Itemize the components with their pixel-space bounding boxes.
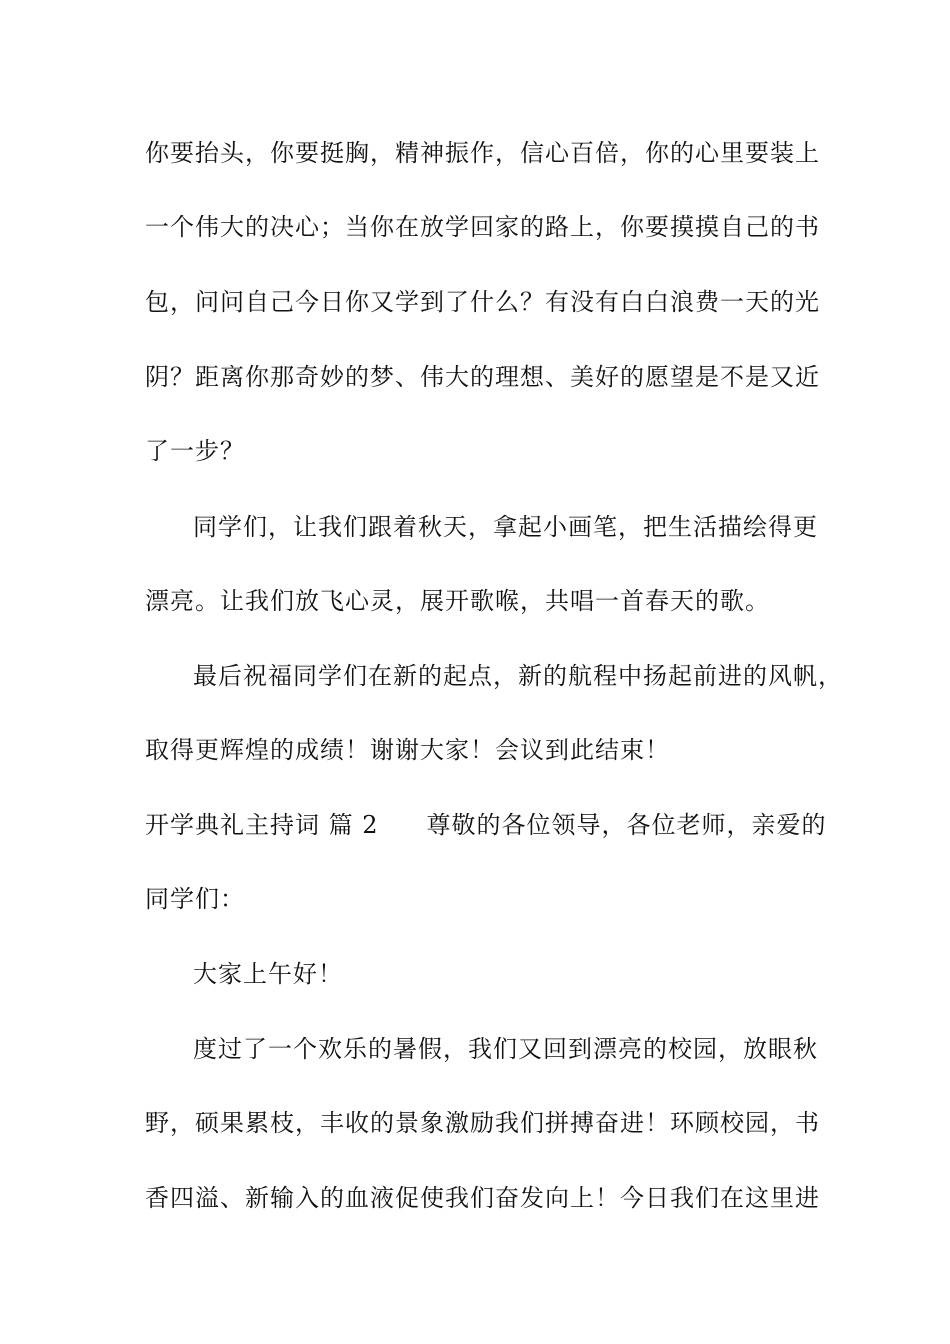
text-line: 香四溢、新输入的血液促使我们奋发向上！今日我们在这里进: [145, 1184, 820, 1212]
paragraph-first-line: 度过了一个欢乐的暑假，我们又回到漂亮的校园，放眼秋: [193, 1035, 818, 1063]
text-line: 同学们：: [145, 885, 245, 913]
text-line: 你要抬头，你要挺胸，精神振作，信心百倍，你的心里要装上: [145, 139, 820, 167]
paragraph-first-line: 大家上午好！: [193, 960, 343, 988]
section-label: 篇 2: [328, 811, 379, 839]
section-title: 开学典礼主持词: [145, 811, 320, 839]
section-opening-text: 尊敬的各位领导，各位老师，亲爱的: [426, 811, 827, 839]
text-line: 了一步？: [145, 437, 245, 465]
paragraph-first-line: 最后祝福同学们在新的起点，新的航程中扬起前进的风帆，: [193, 662, 843, 690]
text-line: 阴？距离你那奇妙的梦、伟大的理想、美好的愿望是不是又近: [145, 363, 820, 391]
paragraph-first-line: 同学们，让我们跟着秋天，拿起小画笔，把生活描绘得更: [193, 513, 818, 541]
section-heading-line: [145, 810, 827, 840]
text-line: 包，问问自己今日你又学到了什么？有没有白白浪费一天的光: [145, 288, 820, 316]
text-line: 漂亮。让我们放飞心灵，展开歌喉，共唱一首春天的歌。: [145, 587, 770, 615]
text-line: 野，硕果累枝，丰收的景象激励我们拼搏奋进！环顾校园，书: [145, 1109, 820, 1137]
text-line: 取得更辉煌的成绩！谢谢大家！会议到此结束！: [145, 736, 670, 764]
text-line: 一个伟大的决心；当你在放学回家的路上，你要摸摸自己的书: [145, 213, 820, 241]
